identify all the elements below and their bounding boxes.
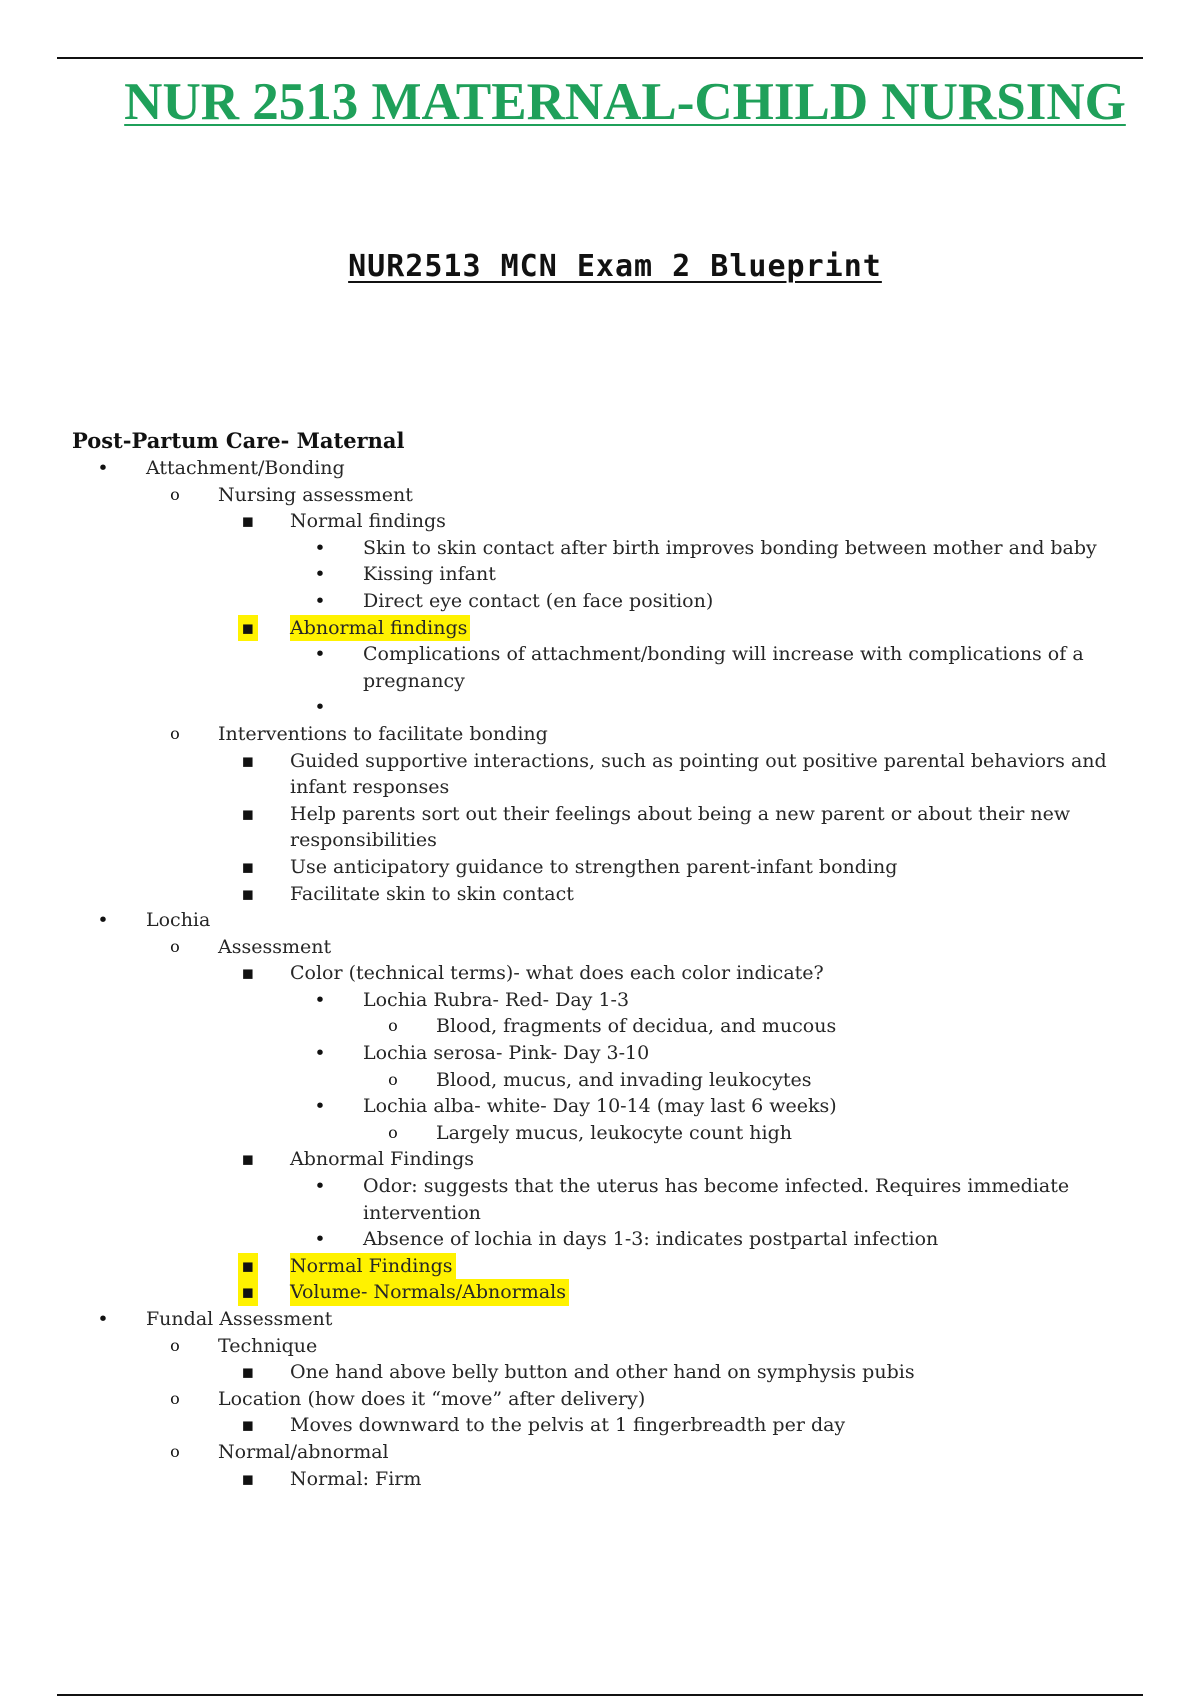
outline-item — [0, 1226, 1200, 1253]
outline-item-text: Assessment — [218, 935, 332, 958]
outline-item-text: Volume- Normals/Abnormals — [290, 1279, 569, 1306]
outline-item-text: Lochia — [146, 909, 211, 932]
square-bullet-icon: ▪ — [241, 855, 255, 878]
outline-item-text: Color (technical terms)- what does each color indicate? — [290, 962, 824, 985]
outline-item — [0, 1093, 1200, 1120]
outline-item — [0, 1333, 1200, 1360]
outline-item — [0, 1279, 1200, 1306]
circle-bullet-icon: o — [170, 936, 180, 956]
outline-item-text: Nursing assessment — [218, 483, 413, 506]
outline-item-text: Largely mucus, leukocyte count high — [436, 1121, 792, 1144]
circle-bullet-icon: o — [170, 723, 180, 743]
outline-item-text: Skin to skin contact after birth improves bonding between mother and baby — [363, 536, 1097, 559]
outline-item — [0, 721, 1200, 748]
disc-bullet-icon: • — [314, 643, 326, 666]
disc-bullet-icon: • — [97, 1308, 109, 1330]
outline-item-text: Abnormal findings — [290, 615, 470, 642]
outline-item — [0, 588, 1200, 615]
circle-bullet-icon: o — [170, 1388, 180, 1408]
outline-list — [0, 455, 1200, 1492]
square-bullet-icon: ▪ — [241, 1467, 255, 1490]
outline-item-text: Technique — [218, 1334, 318, 1357]
outline-item — [0, 907, 1200, 934]
square-bullet-icon: ▪ — [241, 1414, 255, 1437]
outline-item — [0, 854, 1200, 881]
outline-item-text — [363, 694, 1160, 721]
page-title: NUR2513 MCN Exam 2 Blueprint — [348, 249, 882, 284]
outline-item-text: Absence of lochia in days 1-3: indicates postpartal infection — [363, 1228, 939, 1251]
square-bullet-icon: ▪ — [238, 1253, 258, 1280]
outline-item-text: Moves downward to the pelvis at 1 fingerbreadth per day — [290, 1414, 846, 1437]
disc-bullet-icon: • — [314, 1228, 326, 1251]
square-bullet-icon: ▪ — [241, 749, 255, 772]
outline-item — [0, 1173, 1200, 1226]
outline-item — [0, 1466, 1200, 1493]
disc-bullet-icon: • — [314, 536, 326, 559]
outline-item-text: Normal Findings — [290, 1253, 456, 1280]
outline-item — [0, 1253, 1200, 1280]
circle-bullet-icon: o — [170, 1335, 180, 1355]
course-banner: NUR 2513 MATERNAL-CHILD NURSING — [124, 73, 1126, 131]
outline-item-text: Direct eye contact (en face position) — [363, 589, 714, 612]
outline-item — [0, 1067, 1200, 1094]
outline-item-text: Normal findings — [290, 510, 446, 533]
square-bullet-icon: ▪ — [241, 1148, 255, 1171]
square-bullet-icon: ▪ — [241, 1361, 255, 1384]
outline-item — [0, 1120, 1200, 1147]
outline-item-text: Attachment/Bonding — [146, 457, 345, 479]
circle-bullet-icon: o — [388, 1122, 398, 1142]
outline-item-text: Location (how does it “move” after delivery) — [218, 1387, 646, 1410]
outline-item-text: Use anticipatory guidance to strengthen parent-infant bonding — [290, 855, 898, 878]
outline-item-text: Interventions to facilitate bonding — [218, 722, 548, 745]
disc-bullet-icon: • — [314, 1095, 326, 1118]
square-bullet-icon: ▪ — [238, 1279, 258, 1306]
outline-item-text: Normal: Firm — [290, 1467, 422, 1490]
outline-item-text: Fundal Assessment — [146, 1308, 333, 1330]
outline-item — [0, 561, 1200, 588]
circle-bullet-icon: o — [170, 484, 180, 504]
square-bullet-icon: ▪ — [241, 962, 255, 985]
outline-item — [0, 535, 1200, 562]
outline-item-text: Blood, mucus, and invading leukocytes — [436, 1068, 812, 1091]
outline-item-text: Lochia serosa- Pink- Day 3-10 — [363, 1042, 650, 1065]
top-rule — [57, 57, 1143, 59]
outline-item — [0, 934, 1200, 961]
outline-item-text: Lochia alba- white- Day 10-14 (may last 6 weeks) — [363, 1095, 837, 1118]
outline-item — [0, 1013, 1200, 1040]
outline-item — [0, 1359, 1200, 1386]
disc-bullet-icon: • — [314, 589, 326, 612]
outline-item-text: Lochia Rubra- Red- Day 1-3 — [363, 988, 630, 1011]
outline-item — [0, 881, 1200, 908]
square-bullet-icon: ▪ — [241, 882, 255, 905]
outline-item-text: Abnormal Findings — [290, 1148, 474, 1171]
circle-bullet-icon: o — [170, 1441, 180, 1461]
square-bullet-icon: ▪ — [241, 510, 255, 533]
outline-item-text: Complications of attachment/bonding will increase with complications of a pregnancy — [363, 643, 1084, 692]
outline-item — [0, 748, 1200, 801]
outline-item — [0, 615, 1200, 642]
disc-bullet-icon: • — [314, 563, 326, 586]
outline-item-text: Help parents sort out their feelings about being a new parent or about their new responsibilities — [290, 802, 1071, 852]
disc-bullet-icon: • — [314, 696, 326, 719]
outline-item — [0, 1439, 1200, 1466]
outline-item — [0, 482, 1200, 509]
square-bullet-icon: ▪ — [241, 802, 255, 825]
outline-item — [0, 455, 1200, 482]
outline-item — [0, 960, 1200, 987]
outline-item — [0, 508, 1200, 535]
outline-item — [0, 694, 1200, 721]
section-heading: Post-Partum Care- Maternal — [72, 428, 405, 453]
outline-item — [0, 1040, 1200, 1067]
disc-bullet-icon: • — [314, 1175, 326, 1198]
outline-item-text: Blood, fragments of decidua, and mucous — [436, 1015, 837, 1038]
outline-item — [0, 987, 1200, 1014]
outline-item — [0, 641, 1200, 694]
outline-item-text: Kissing infant — [363, 563, 496, 586]
circle-bullet-icon: o — [388, 1016, 398, 1036]
outline-item — [0, 1306, 1200, 1333]
outline-item — [0, 801, 1200, 854]
outline-item-text: Facilitate skin to skin contact — [290, 882, 574, 905]
outline-item — [0, 1386, 1200, 1413]
bottom-rule — [57, 1694, 1143, 1696]
outline-item-text: One hand above belly button and other hand on symphysis pubis — [290, 1361, 915, 1384]
outline-item-text: Normal/abnormal — [218, 1440, 389, 1463]
square-bullet-icon: ▪ — [238, 615, 258, 642]
disc-bullet-icon: • — [314, 1042, 326, 1065]
outline-item-text: Odor: suggests that the uterus has become infected. Requires immediate intervention — [363, 1175, 1070, 1224]
outline-item — [0, 1412, 1200, 1439]
disc-bullet-icon: • — [97, 909, 109, 932]
outline-item-text: Guided supportive interactions, such as pointing out positive parental behaviors and infant responses — [290, 749, 1107, 799]
disc-bullet-icon: • — [314, 988, 326, 1011]
outline-item — [0, 1146, 1200, 1173]
circle-bullet-icon: o — [388, 1069, 398, 1089]
disc-bullet-icon: • — [97, 457, 109, 479]
